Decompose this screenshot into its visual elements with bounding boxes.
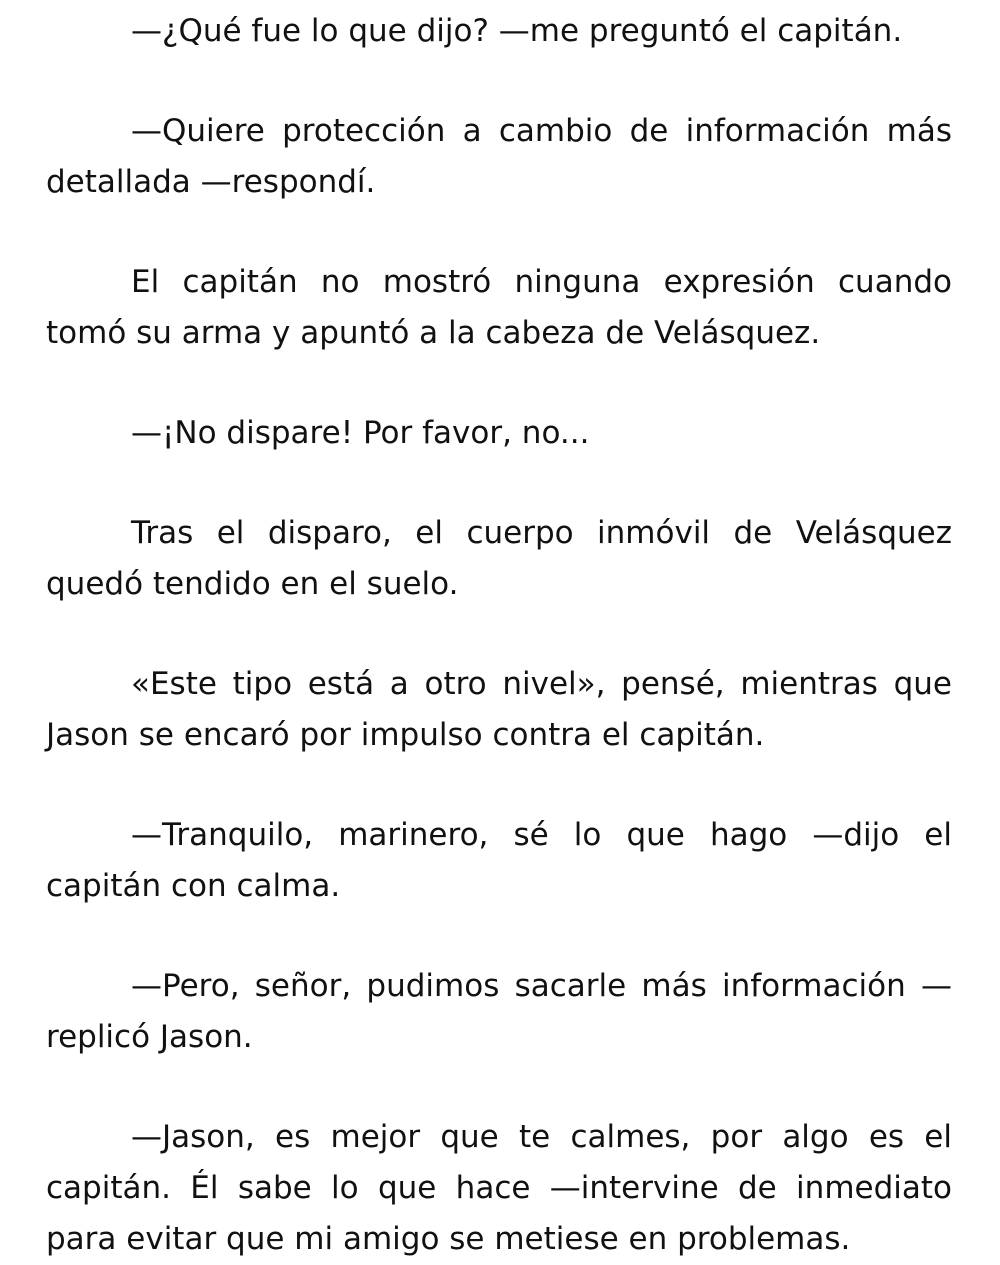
paragraph: —¿Qué fue lo que dijo? —me preguntó el capitán. xyxy=(131,13,903,49)
paragraph: El capitán no mostró ninguna expresión cuando tomó su arma y apuntó a la cabeza de Velásquez. xyxy=(46,264,952,351)
paragraph: —Tranquilo, marinero, sé lo que hago —dijo el capitán con calma. xyxy=(46,817,952,904)
paragraph: —Pero, señor, pudimos sacarle más información —replicó Jason. xyxy=(46,968,952,1055)
paragraph: —Quiere protección a cambio de información más detallada —respondí. xyxy=(46,113,952,200)
paragraph: «Este tipo está a otro nivel», pensé, mientras que Jason se encaró por impulso contra el capitán. xyxy=(46,666,952,753)
paragraph: Tras el disparo, el cuerpo inmóvil de Velásquez quedó tendido en el suelo. xyxy=(46,515,952,602)
paragraph: —¡No dispare! Por favor, no... xyxy=(131,415,590,451)
paragraph: —Jason, es mejor que te calmes, por algo es el capitán. Él sabe lo que hace —intervine de inmediato para evitar que mi amigo se metiese en problemas. xyxy=(46,1119,952,1257)
